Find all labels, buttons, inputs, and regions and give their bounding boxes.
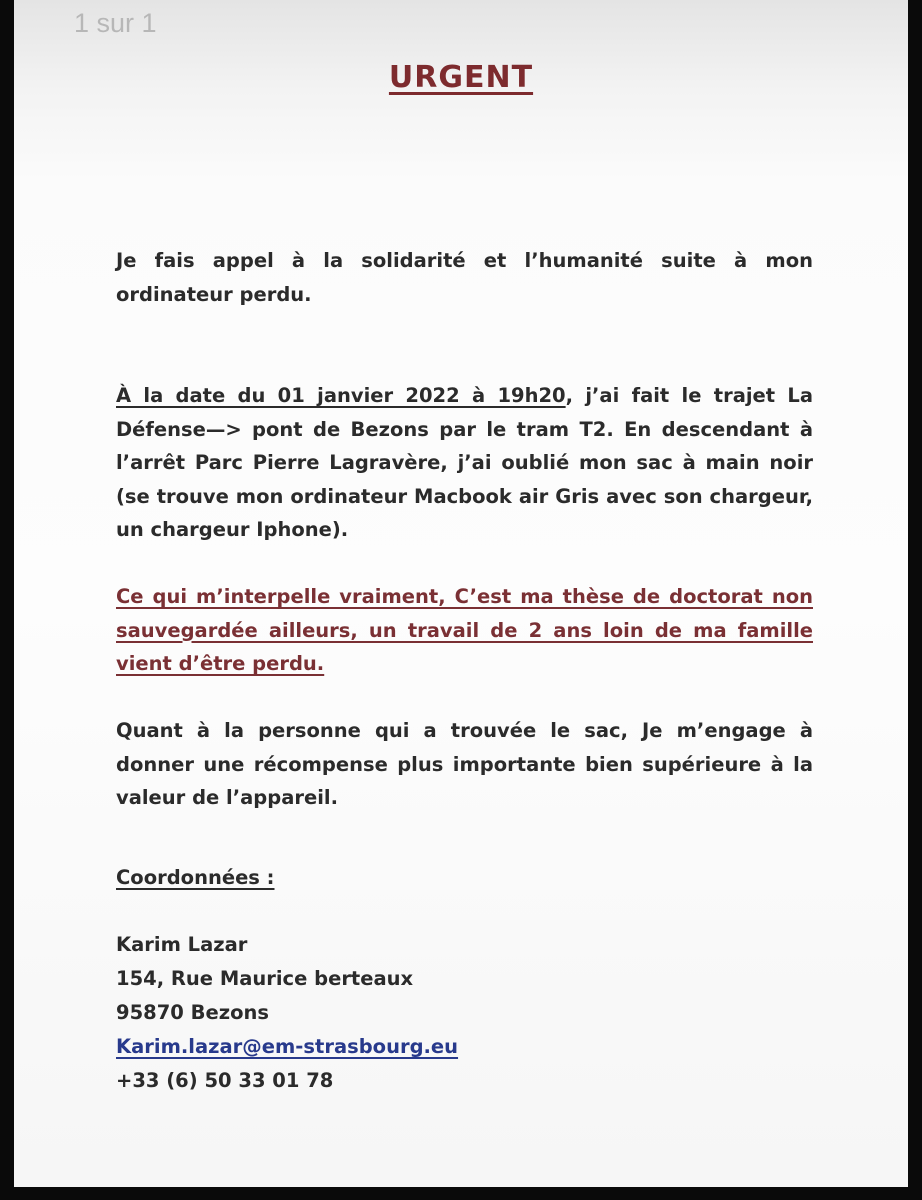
document-page [14, 0, 908, 1187]
paragraph-thesis: Ce qui m’interpelle vraiment, C’est ma thèse de doctorat non sauvegardée ailleurs, un travail de 2 ans loin de ma famille vient d’être perdu. [116, 585, 813, 675]
contact-name: Karim Lazar [116, 933, 248, 956]
contact-phone: +33 (6) 50 33 01 78 [116, 1069, 334, 1092]
page-counter: 1 sur 1 [74, 8, 157, 38]
contacts-heading: Coordonnées : [116, 866, 275, 889]
incident-date: À la date du 01 janvier 2022 à 19h20 [116, 384, 566, 407]
contact-email-link[interactable]: Karim.lazar@em-strasbourg.eu [116, 1035, 459, 1058]
paragraph-appeal: Je fais appel à la solidarité et l’humanité suite à mon ordinateur perdu. [116, 249, 813, 306]
incident-details: , j’ai fait le trajet La Défense—> pont de Bezons par le tram T2. En descendant à l’arrêt Parc Pierre Lagravère, j’ai oublié mon sac à main noir (se trouve mon ordinateur Macbook air Gris avec son chargeur, un chargeur Iphone). [116, 384, 813, 541]
paragraph-incident [116, 379, 813, 547]
contact-spacer [116, 895, 813, 928]
contact-block [116, 861, 813, 1098]
paragraph-reward: Quant à la personne qui a trouvée le sac, Je m’engage à donner une récompense plus importante bien supérieure à la valeur de l’appareil. [116, 719, 813, 809]
contact-city: 95870 Bezons [116, 1001, 269, 1024]
document-title: URGENT [388, 60, 534, 95]
contact-street: 154, Rue Maurice berteaux [116, 967, 414, 990]
